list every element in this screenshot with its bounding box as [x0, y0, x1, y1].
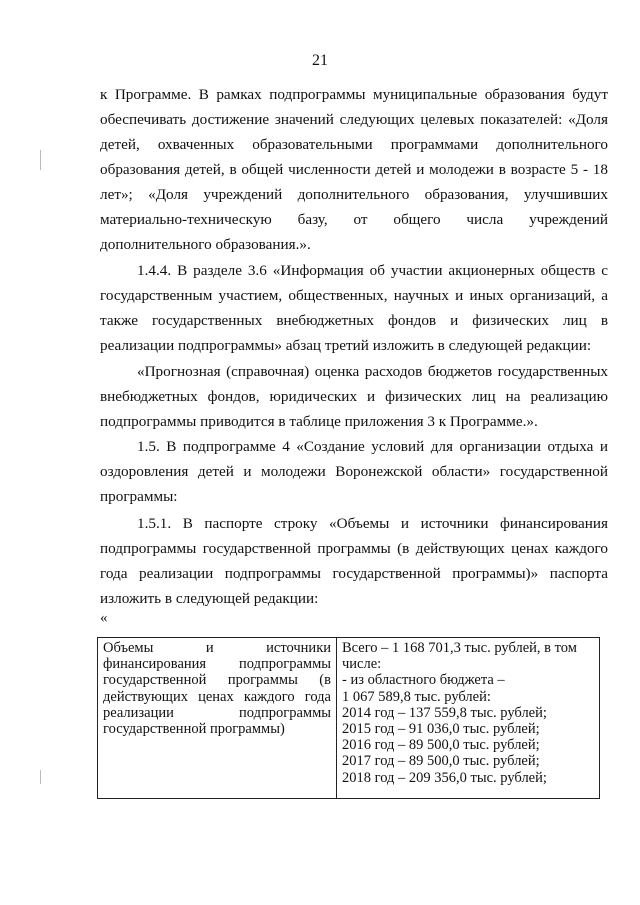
table-row [98, 638, 600, 799]
funding-line: Всего – 1 168 701,3 тыс. рублей, в том [342, 640, 577, 656]
paragraph-forecast-quote: «Прогнозная (справочная) оценка расходов бюджетов государственных внебюджетных фондов, юридических и физических лиц на реализацию подпрограммы приводится в таблице приложения 3 к Программе.». [100, 363, 608, 430]
funding-line: числе: [342, 656, 382, 673]
funding-table [97, 637, 600, 799]
funding-line: 1 067 589,8 тыс. рублей: [342, 688, 491, 705]
funding-line: 2015 год – 91 036,0 тыс. рублей; [342, 721, 540, 738]
funding-line: 2018 год – 209 356,0 тыс. рублей; [342, 769, 547, 786]
opening-quote-mark: « [100, 610, 108, 626]
paragraph-1-4-4: 1.4.4. В разделе 3.6 «Информация об участии акционерных обществ с государственным участием, общественных, научных и иных организаций, а также государственных внебюджетных фондов и физических лиц в реализации подпрограммы» абзац третий изложить в следующей редакции: [100, 262, 608, 354]
scan-artifact [40, 770, 41, 784]
funding-values-cell [337, 638, 600, 799]
page-number: 21 [312, 52, 328, 69]
paragraph-1-5-1: 1.5.1. В паспорте строку «Объемы и источники финансирования подпрограммы государственной программы (в действующих ценах каждого года реализации подпрограммы государственной программы)» паспорта изложить в следующей редакции: [100, 515, 608, 607]
funding-line: 2017 год – 89 500,0 тыс. рублей; [342, 753, 540, 770]
funding-line: - из областного бюджета – [342, 672, 505, 689]
paragraph-continuation: к Программе. В рамках подпрограммы муниципальные образования будут обеспечивать достижение значений следующих целевых показателей: «Доля детей, охваченных образовательными программами дополнительного образования детей, в общей численности детей и молодежи в возрасте 5 - 18 лет»; «Доля учреждений дополнительного образования, улучшивших материально-техническую базу, от общего числа учреждений дополнительного образования.». [100, 86, 608, 253]
funding-line: 2016 год – 89 500,0 тыс. рублей; [342, 737, 540, 754]
funding-line: 2014 год – 137 559,8 тыс. рублей; [342, 704, 547, 721]
paragraph-1-5: 1.5. В подпрограмме 4 «Создание условий для организации отдыха и оздоровления детей и молодежи Воронежской области» государственной программы: [100, 438, 608, 505]
funding-label-cell: Объемы и источники финансирования подпрограммы государственной программы (в действующих ценах каждого года реализации подпрограммы государственной программы) [98, 638, 337, 799]
scan-artifact [40, 150, 41, 170]
